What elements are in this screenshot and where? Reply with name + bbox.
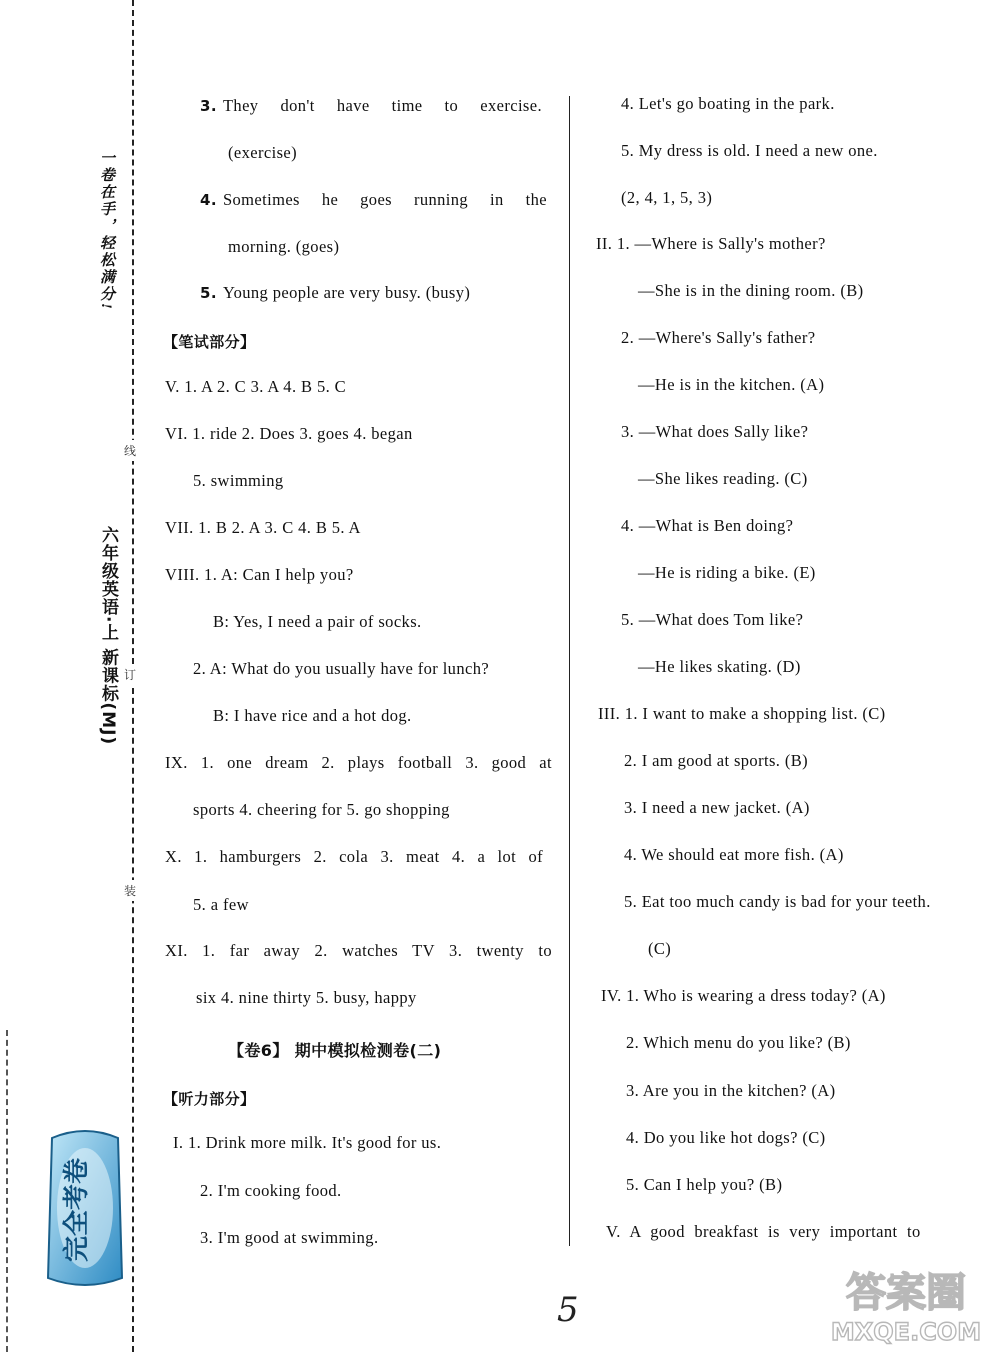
answer-VIII-1B: B: Yes, I need a pair of socks. (213, 612, 422, 631)
brand-logo-icon (44, 1128, 126, 1288)
column-divider (569, 96, 570, 1246)
answer-IV-3: 3. Are you in the kitchen? (A) (626, 1081, 836, 1100)
answer-VI-cont: 5. swimming (193, 471, 284, 490)
answer-I-1: I. 1. Drink more milk. It's good for us. (173, 1133, 442, 1152)
answer-III-5: 5. Eat too much candy is bad for your teeth. (624, 892, 931, 911)
bind-mark-ding: 订 (124, 664, 136, 685)
answer-X: X. 1. hamburgers 2. cola 3. meat 4. a lot of (165, 847, 543, 866)
answer-IV-2: 2. Which menu do you like? (B) (626, 1033, 851, 1052)
answer-V-start: V. A good breakfast is very important to (606, 1222, 921, 1241)
section-listening: 【听力部分】 (163, 1090, 256, 1108)
answer-II-1a: —She is in the dining room. (B) (638, 281, 864, 300)
answer-II-5q: 5. —What does Tom like? (621, 610, 804, 629)
answer-I-2: 2. I'm cooking food. (200, 1181, 342, 1200)
answer-II-2a: —He is in the kitchen. (A) (638, 375, 825, 394)
left-line-1: 3. They don't have time to exercise. (200, 96, 542, 115)
watermark-url: MXQE.COM (830, 1318, 982, 1346)
answer-II-1q: II. 1. —Where is Sally's mother? (596, 234, 826, 253)
answer-VII: VII. 1. B 2. A 3. C 4. B 5. A (165, 518, 361, 537)
answer-III-4: 4. We should eat more fish. (A) (624, 845, 844, 864)
answer-IV-1: IV. 1. Who is wearing a dress today? (A) (601, 986, 886, 1005)
answer-II-3a: —She likes reading. (C) (638, 469, 808, 488)
right-line-2: 5. My dress is old. I need a new one. (621, 141, 878, 160)
answer-II-4a: —He is riding a bike. (E) (638, 563, 816, 582)
answer-III-5-cont: (C) (648, 939, 672, 958)
answer-IX: IX. 1. one dream 2. plays football 3. good at (165, 753, 552, 772)
section-written: 【笔试部分】 (163, 333, 256, 351)
left-line-4: morning. (goes) (228, 237, 340, 256)
exam-title: 【卷6】 期中模拟检测卷(二) (228, 1041, 442, 1060)
answer-III-3: 3. I need a new jacket. (A) (624, 798, 810, 817)
right-order: (2, 4, 1, 5, 3) (621, 188, 713, 207)
answer-VI: VI. 1. ride 2. Does 3. goes 4. began (165, 424, 413, 443)
answer-II-5a: —He likes skating. (D) (638, 657, 801, 676)
bind-mark-zhuang: 装 (124, 880, 136, 901)
answer-I-3: 3. I'm good at swimming. (200, 1228, 379, 1247)
answer-IX-cont: sports 4. cheering for 5. go shopping (193, 800, 450, 819)
answer-V: V. 1. A 2. C 3. A 4. B 5. C (165, 377, 347, 396)
left-line-3: 4. Sometimes he goes running in the (200, 190, 547, 209)
answer-X-cont: 5. a few (193, 895, 249, 914)
watermark-logo-icon (818, 1262, 994, 1348)
left-line-5: 5. Young people are very busy. (busy) (200, 283, 471, 302)
logo-text: 完全考卷 (62, 1157, 92, 1263)
answer-XI: XI. 1. far away 2. watches TV 3. twenty to (165, 941, 552, 960)
slogan: 一卷在手，轻松满分! (98, 150, 114, 311)
book-title: 六年级英语·上 新课标(MJ) (98, 526, 118, 746)
page-number: 5 (557, 1290, 579, 1330)
left-line-2: (exercise) (228, 143, 298, 162)
answer-VIII-1A: VIII. 1. A: Can I help you? (165, 565, 354, 584)
answer-II-2q: 2. —Where's Sally's father? (621, 328, 816, 347)
answer-II-3q: 3. —What does Sally like? (621, 422, 809, 441)
answer-VIII-2A: 2. A: What do you usually have for lunch? (193, 659, 490, 678)
edge-dashed-line (6, 1030, 8, 1352)
bind-mark-xian: 线 (124, 440, 136, 461)
answer-II-4q: 4. —What is Ben doing? (621, 516, 794, 535)
answer-III-1: III. 1. I want to make a shopping list. (C) (598, 704, 886, 723)
answer-III-2: 2. I am good at sports. (B) (624, 751, 809, 770)
answer-IV-5: 5. Can I help you? (B) (626, 1175, 783, 1194)
answer-XI-cont: six 4. nine thirty 5. busy, happy (196, 988, 417, 1007)
answer-VIII-2B: B: I have rice and a hot dog. (213, 706, 412, 725)
watermark-cn: 答案圈 (846, 1270, 966, 1316)
answer-IV-4: 4. Do you like hot dogs? (C) (626, 1128, 826, 1147)
right-line-1: 4. Let's go boating in the park. (621, 94, 835, 113)
